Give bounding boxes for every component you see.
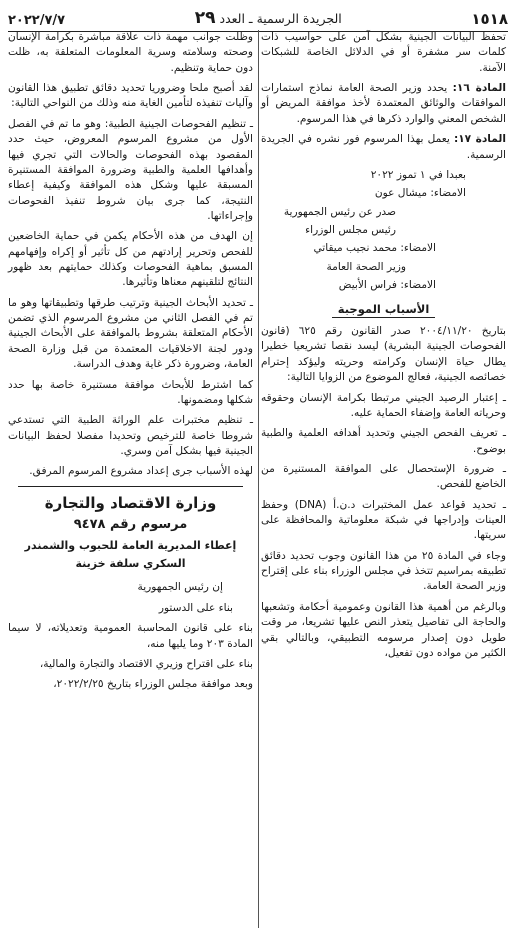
paragraph: بناء على الدستور	[158, 601, 233, 614]
article-16	[261, 81, 506, 127]
issue-number: ٢٩	[194, 8, 216, 28]
paragraph: ـ تنظيم الفحوصات الجينية الطبية: وهو ما تم في الفصل الأول من مشروع المرسوم المعروض، حيث حدد المقصود بهذه الفحوصات والحالات التي تجري فيها وأهدافها العلمية والطبية وضرورة الموافقة المستنيرة المسبقة عليها وشكل هذه الموافقة وكيفية إعطاء النتيجة، كما جرى بيان شروط تنفيذ الفحوصات وإجراءاتها.	[8, 117, 253, 222]
article-text: يحدد وزير الصحة العامة نماذج استمارات الموافقات والوثائق المعتمدة لأخذ موافقة المريض أو الشخص المعني والوارد ذكرها في هذا المرسوم.	[261, 82, 506, 125]
signature-line: وزير الصحة العامة	[326, 260, 406, 273]
paragraph: ـ تنظيم مختبرات علم الوراثة الطبية التي تستدعي شروطا خاصة للترخيص وتحديدا مفصلا لحفظ البيانات الجينية فيها بشكل آمن وسري.	[8, 414, 253, 457]
paragraph: وظلت جوانب مهمة ذات علاقة مباشرة بكرامة الإنسان وصحته وسلامته وسرية المعلومات المتعلقة به، ظلت دون حماية وتنظيم.	[8, 31, 253, 74]
paragraph: إن رئيس الجمهورية	[137, 581, 223, 594]
paragraph: ـ ضرورة الإستحصال على الموافقة المستنيرة من الخاضع للفحص.	[261, 462, 506, 491]
decree-number: مرسوم رقم ٩٤٧٨	[73, 517, 188, 533]
article-17	[261, 132, 506, 163]
paragraph: بتاريخ ٢٠٠٤/١١/٢٠ صدر القانون رقم ٦٢٥ (قانون الفحوصات الجينية البشرية) ليسد نقصا تشريعيا خطيرا يطال حياة الإنسان وكرامته وحريته وليؤكد إحترام خصائصه الجينية، فعالج الموضوع من الزوايا التالية:	[261, 325, 506, 384]
signature-date: بعبدا في ١ تموز ٢٠٢٢	[370, 168, 466, 181]
paragraph: لقد أصبح ملحا وضروريا تحديد دقائق تطبيق هذا القانون وآليات تنفيذه لتأمين الغاية منه وذلك من النواحي التالية:	[8, 82, 253, 110]
reasons-heading: الأسباب الموجبة	[261, 301, 506, 318]
signature-line: الامضاء: محمد نجيب ميقاتي	[313, 242, 436, 255]
paragraph: ـ تحديد قواعد عمل المختبرات د.ن.أ (DNA) وحفظ العينات وإدراجها في شبكة معلوماتية والمحافظة على سريتها.	[261, 498, 506, 542]
article-label: المادة ١٧:	[453, 133, 506, 146]
article-label: المادة ١٦:	[452, 82, 506, 95]
decree-title: إعطاء المديرية العامة للحبوب والشمندر السكري سلفة خزينة	[24, 539, 237, 570]
signature-line: رئيس مجلس الوزراء	[305, 223, 396, 236]
paragraph: ـ تحديد الأبحاث الجينية وترتيب طرقها وتطبيقاتها وهو ما تم في الفصل الثاني من مشروع المرسوم الذي تضمن الأحكام المتعلقة بشروط بالموافقة على الأبحاث الجينية ودور لجنة الاخلاقيات المعتمدة من قبل وزارة الصحة العامة، وضرورة ذكر غاية وهدف الدراسة.	[8, 296, 253, 371]
paragraph: ـ إعتبار الرصيد الجيني مرتبطا بكرامة الإنسان وحقوقه وحرياته العامة وإضفاء الحماية عليه.	[261, 391, 506, 419]
right-column	[261, 30, 506, 928]
paragraph: وجاء في المادة ٢٥ من هذا القانون وجوب تحديد دقائق تطبيقه بمراسيم تتخذ في مجلس الوزراء بناء على إقتراح وزير الصحة العامة.	[261, 549, 506, 593]
page-number: ١٥١٨	[471, 10, 508, 28]
paragraph: بناء على اقتراح وزيري الاقتصاد والتجارة والمالية،	[39, 657, 253, 670]
gazette-name: الجريدة الرسمية ـ العدد	[219, 11, 342, 26]
paragraph: لهذه الأسباب جرى إعداد مشروع المرسوم المرفق.	[29, 465, 253, 478]
paragraph: ـ تعريف الفحص الجيني وتحديد أهدافه العلمية والطبية بوضوح.	[261, 427, 506, 455]
article-text: يعمل بهذا المرسوم فور نشره في الجريدة الرسمية.	[261, 133, 506, 161]
ministry-heading: وزارة الاقتصاد والتجارة	[44, 493, 217, 512]
page-header	[8, 6, 508, 32]
gazette-title	[195, 8, 342, 28]
signature-line: الامضاء: ميشال عون	[374, 187, 466, 200]
paragraph: وبعد موافقة مجلس الوزراء بتاريخ ٢٠٢٢/٢/٢٥،	[53, 678, 253, 691]
paragraph: بناء على قانون المحاسبة العمومية وتعديلاته، لا سيما المادة ٢٠٣ وما يليها منه،	[8, 622, 253, 650]
column-divider	[258, 30, 259, 928]
paragraph: كما اشترط للأبحاث موافقة مستنيرة خاصة بها حدد شكلها ومضمونها.	[8, 378, 253, 406]
paragraph: تحفظ البيانات الجينية بشكل آمن على حواسيب ذات كلمات سر مشفرة أو في الدلائل الخاصة للشبكات الآمنة.	[261, 31, 506, 74]
signature-line: صدر عن رئيس الجمهورية	[283, 205, 396, 218]
paragraph: وبالرغم من أهمية هذا القانون وعمومية أحكامة وتشعبها والحاجة الى تفاصيل يتعذر النص عليها تشريعا، مر وقت طويل دون إصدار مرسومه التطبيقي، وبالتالي بقي الكثير من مواده دون تفعيل،	[261, 600, 506, 659]
section-rule	[18, 486, 243, 487]
left-column	[8, 30, 253, 928]
paragraph: إن الهدف من هذه الأحكام يكمن في حماية الخاضعين للفحص وتحرير إرادتهم من كل تأثير أو إكراه وإفهامهم المسبق بماهية الفحوصات وكذلك حمايتهم بعد ظهور النتائج لتلقينهم معناها وتأثيرها.	[8, 230, 253, 289]
signature-line: الامضاء: فراس الأبيض	[338, 279, 436, 292]
issue-date: ٢٠٢٢/٧/٧	[8, 13, 66, 28]
